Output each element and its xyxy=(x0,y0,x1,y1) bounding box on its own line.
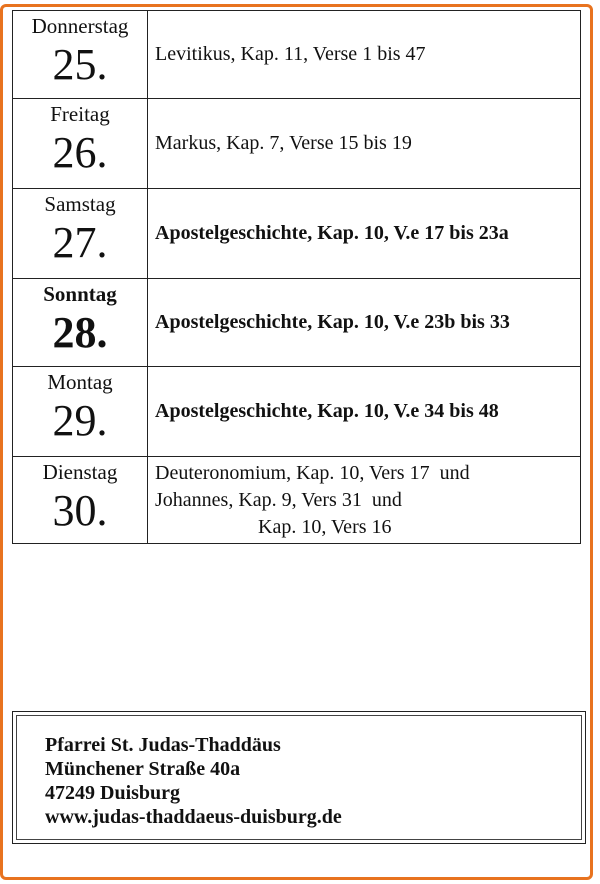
reading-text: Apostelgeschichte, Kap. 10, V.e 17 bis 23a xyxy=(155,222,509,244)
reading-text: Levitikus, Kap. 11, Verse 1 bis 47 xyxy=(155,43,426,65)
reading-text: Johannes, Kap. 9, Vers 31 und xyxy=(155,488,402,511)
day-cell xyxy=(13,99,148,189)
reading-cell xyxy=(148,279,581,367)
day-number: 29. xyxy=(52,396,108,445)
address-inner-frame xyxy=(16,715,582,840)
reading-table xyxy=(12,10,581,544)
reading-text: Apostelgeschichte, Kap. 10, V.e 23b bis 33 xyxy=(155,311,510,333)
website-link[interactable]: www.judas-thaddaeus-duisburg.de xyxy=(45,806,342,828)
reading-text: Apostelgeschichte, Kap. 10, V.e 34 bis 48 xyxy=(155,400,499,422)
day-name: Montag xyxy=(47,370,113,394)
day-name: Freitag xyxy=(50,102,110,126)
city-address: 47249 Duisburg xyxy=(45,782,181,804)
reading-cell xyxy=(148,99,581,189)
reading-text: Kap. 10, Vers 16 xyxy=(258,515,392,538)
reading-cell xyxy=(148,11,581,99)
table-row xyxy=(13,367,581,457)
day-cell xyxy=(13,457,148,544)
table-row xyxy=(13,189,581,279)
day-cell xyxy=(13,367,148,457)
table-row xyxy=(13,279,581,367)
street-address: Münchener Straße 40a xyxy=(45,758,241,780)
day-number: 26. xyxy=(52,128,108,177)
parish-name: Pfarrei St. Judas-Thaddäus xyxy=(45,734,281,756)
day-number: 28. xyxy=(52,308,108,357)
day-number: 30. xyxy=(52,486,108,535)
day-cell xyxy=(13,279,148,367)
address-box xyxy=(12,711,586,844)
table-row xyxy=(13,11,581,99)
table-row xyxy=(13,457,581,544)
day-name: Donnerstag xyxy=(31,14,129,38)
day-name: Dienstag xyxy=(42,460,118,484)
reading-text: Deuteronomium, Kap. 10, Vers 17 und xyxy=(155,461,470,484)
reading-cell xyxy=(148,189,581,279)
reading-cell xyxy=(148,457,581,544)
table-row xyxy=(13,99,581,189)
reading-text: Markus, Kap. 7, Verse 15 bis 19 xyxy=(155,132,412,154)
day-name: Sonntag xyxy=(43,282,117,306)
reading-cell xyxy=(148,367,581,457)
day-cell xyxy=(13,11,148,99)
day-number: 25. xyxy=(52,40,108,89)
day-number: 27. xyxy=(52,218,108,267)
day-cell xyxy=(13,189,148,279)
day-name: Samstag xyxy=(44,192,116,216)
